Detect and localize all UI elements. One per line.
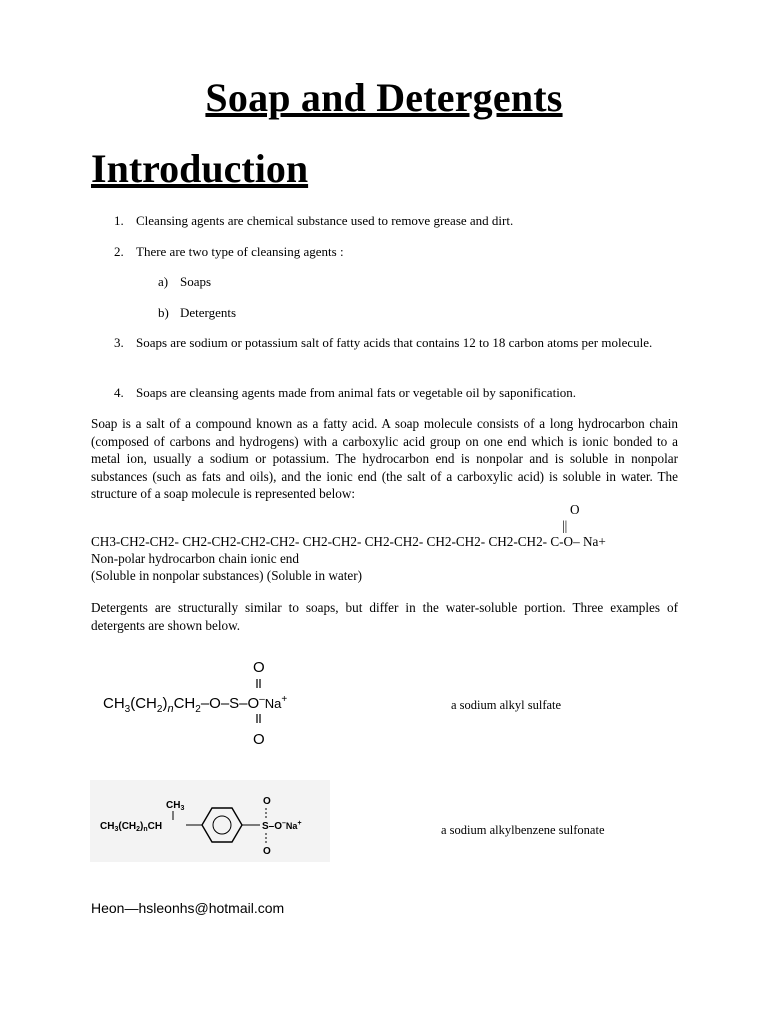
caption-alkylbenzene-sulfonate: a sodium alkylbenzene sulfonate (441, 823, 605, 837)
list-number: 1. (114, 213, 124, 228)
list-text: Soaps (180, 274, 212, 289)
list-text: Cleansing agents are chemical substance used to remove grease and dirt. (136, 213, 514, 228)
alkylbenzene-sulfonate-structure (90, 780, 330, 862)
alkyl-sulfate-structure (95, 650, 345, 750)
list-text: Detergents (180, 305, 237, 320)
list-text: Soaps are cleansing agents made from animal fats or vegetable oil by saponification. (136, 385, 577, 400)
sulfonate-oxygen-bottom: O (263, 846, 271, 857)
list-letter: b) (158, 305, 169, 320)
methyl-group: $CH_3$ (166, 800, 185, 812)
soap-solubility-line: (Soluble in nonpolar substances) (Soluble in water) (91, 568, 363, 583)
list-text: There are two type of cleansing agents : (136, 244, 344, 259)
list-number: 4. (114, 385, 124, 400)
alkyl-chain: $CH_3(CH_2)_nCH$ (100, 821, 163, 833)
list-number: 3. (114, 335, 124, 350)
list-letter: a) (158, 274, 169, 289)
sulfonate-group: S–O–Na+ (262, 820, 302, 832)
sulfate-oxygen-top: O (253, 659, 265, 676)
sulfate-oxygen-bottom: O (253, 731, 265, 748)
soap-label-line: Non-polar hydrocarbon chain ionic end (91, 551, 299, 566)
paragraph-detergents: Detergents are structurally similar to soaps, but differ in the water-soluble portion. Three examples of detergents are shown below. (91, 600, 678, 633)
page-title: Soap and Detergents (205, 75, 563, 120)
section-heading: Introduction (91, 146, 309, 191)
alkyl-sulfate-formula: $CH_3(CH_2)_nCH_2-O-S-O^-Na^+$ (103, 694, 288, 715)
list-text: Soaps are sodium or potassium salt of fatty acids that contains 12 to 18 carbon atoms per molecule. (136, 335, 653, 350)
list-number: 2. (114, 244, 124, 259)
paragraph-soap: Soap is a salt of a compound known as a fatty acid. A soap molecule consists of a long hydrocarbon chain (composed of carbons and hydrogens) with a carboxylic acid group on one end which is ionic bonded to a metal ion, usually a sodium or potassium. The hydrocarbon end is nonpolar and is soluble in nonpolar substances (such as fats and oils), and the ionic end (the salt of a carboxylic acid) is soluble in water. The structure of a soap molecule is represented below: (91, 416, 678, 501)
soap-formula: CH3-CH2-CH2- CH2-CH2-CH2-CH2- CH2-CH2- CH2-CH2- CH2-CH2- CH2-CH2- C-O– Na+ (91, 534, 606, 549)
carbonyl-oxygen: O (570, 502, 580, 517)
double-bond-mark: || (562, 518, 568, 533)
footer-contact: Heon—hsleonhs@hotmail.com (91, 900, 285, 916)
sulfonate-oxygen-top: O (263, 796, 271, 807)
caption-alkyl-sulfate: a sodium alkyl sulfate (451, 698, 562, 712)
